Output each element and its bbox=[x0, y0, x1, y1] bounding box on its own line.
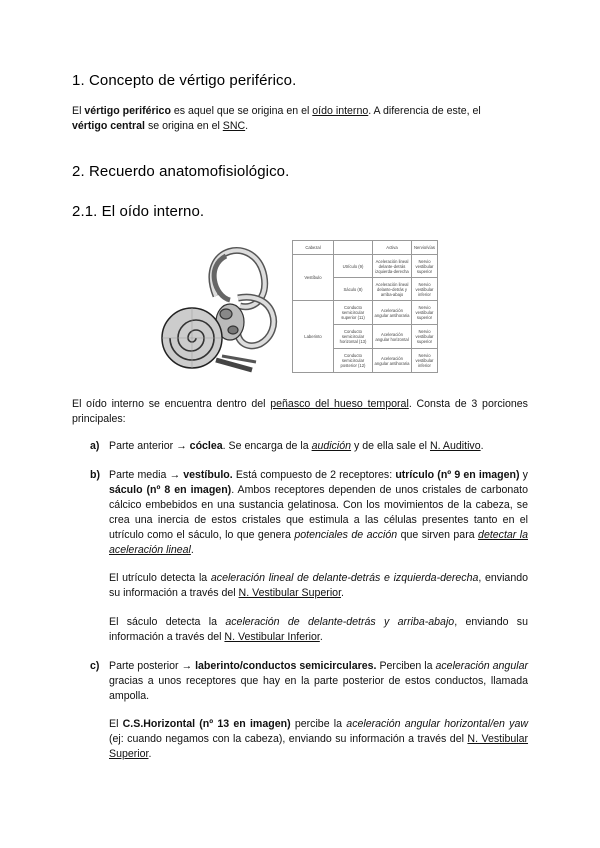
table-cell: Nervio vestibular inferior bbox=[412, 349, 438, 373]
figure-summary-table bbox=[292, 240, 438, 373]
text: El oído interno se encuentra dentro del bbox=[72, 398, 271, 410]
intro-paragraph bbox=[72, 397, 528, 427]
text: y de ella sale el bbox=[351, 440, 430, 452]
text: El bbox=[72, 105, 85, 117]
text: Parte anterior → bbox=[109, 440, 190, 452]
text: . bbox=[480, 440, 484, 452]
table-header-row bbox=[293, 241, 438, 255]
table-row bbox=[293, 301, 438, 325]
list-item-semicircular-canals bbox=[109, 659, 528, 704]
utricle-paragraph bbox=[109, 571, 528, 601]
inner-ear-illustration bbox=[156, 236, 286, 376]
list-item-cochlea bbox=[109, 439, 528, 454]
section-1-heading: 1. Concepto de vértigo periférico. bbox=[72, 72, 297, 89]
text: se origina en el bbox=[145, 120, 223, 132]
table-cell: Aceleración angular antihoraria bbox=[373, 349, 412, 373]
text: percibe la bbox=[290, 718, 347, 730]
underlined-term: N. Auditivo bbox=[429, 440, 481, 452]
section-1-paragraph bbox=[72, 104, 528, 134]
italic-term: detectar la aceleración lineal bbox=[109, 529, 528, 556]
text: , enviando su información a través del bbox=[109, 572, 528, 599]
bold-term: utrículo (nº 9 en imagen) bbox=[395, 469, 520, 481]
text: . bbox=[148, 748, 152, 760]
table-cell: Nervio vestibular inferior bbox=[412, 278, 438, 301]
text: . bbox=[190, 544, 194, 556]
list-marker: b) bbox=[90, 469, 100, 481]
text: , enviando su información a través del bbox=[109, 616, 528, 643]
text: Parte media → bbox=[109, 469, 184, 481]
text: (ej: cuando negamos con la cabeza), enviando su información a través del bbox=[109, 733, 468, 745]
text: El sáculo detecta la bbox=[109, 616, 226, 628]
table-cell: Conducto semicircular superior (11) bbox=[334, 301, 373, 325]
text: . Consta de 3 porciones principales: bbox=[72, 398, 528, 425]
underlined-term: N. Vestibular Superior bbox=[109, 733, 529, 760]
table-header-cell bbox=[334, 241, 373, 255]
table-cell: Conducto semicircular posterior (12) bbox=[334, 349, 373, 373]
bold-term: sáculo (nº 8 en imagen) bbox=[109, 484, 232, 496]
text: y bbox=[519, 469, 528, 481]
bold-term: vértigo periférico bbox=[84, 105, 171, 117]
table-cell: Conducto semicircular horizontal (13) bbox=[334, 325, 373, 349]
underlined-term: N. Vestibular Inferior bbox=[224, 631, 320, 643]
underlined-term: peñasco del hueso temporal bbox=[270, 398, 409, 410]
text: . A diferencia de este, el bbox=[368, 105, 481, 117]
text: Perciben la bbox=[376, 660, 436, 672]
table-header-cell: Nervio/vías bbox=[412, 241, 438, 255]
bold-term: laberinto/conductos semicirculares. bbox=[195, 660, 377, 672]
saccule-paragraph bbox=[109, 615, 528, 645]
italic-term: aceleración lineal de delante-detrás e izquierda-derecha bbox=[210, 572, 479, 584]
table-cell: Nervio vestibular superior bbox=[412, 301, 438, 325]
section-2-1-heading: 2.1. El oído interno. bbox=[72, 203, 205, 220]
text: es aquel que se origina en el bbox=[170, 105, 313, 117]
section-2-heading: 2. Recuerdo anatomofisiológico. bbox=[72, 163, 290, 180]
table-cell: Nervio vestibular superior bbox=[412, 325, 438, 349]
table-header-cell: Activa bbox=[373, 241, 412, 255]
text: Está compuesto de 2 receptores: bbox=[232, 469, 396, 481]
italic-term: aceleración angular bbox=[435, 660, 528, 672]
table-cell: Utrículo (9) bbox=[334, 255, 373, 278]
italic-term: aceleración de delante-detrás y arriba-abajo bbox=[225, 616, 455, 628]
text: El bbox=[109, 718, 123, 730]
text: . Ambos receptores dependen de unos cristales de carbonato cálcico embebidos en una sustancia gelatinosa. Con los movimientos de la cabeza, se crea una inercia de estos cristales que estimula a las células presentes tanto en el utrículo como el sáculo, lo que genera bbox=[109, 484, 528, 541]
underlined-term: oído interno bbox=[312, 105, 369, 117]
text: que sirven para bbox=[397, 529, 479, 541]
list-item-vestibule bbox=[109, 468, 528, 558]
text: Parte posterior → bbox=[109, 660, 196, 672]
italic-term: potenciales de acción bbox=[294, 529, 398, 541]
table-row bbox=[293, 255, 438, 278]
bold-term: C.S.Horizontal (nº 13 en imagen) bbox=[122, 718, 291, 730]
table-cell: Laberinto bbox=[293, 301, 334, 373]
table-cell: Vestíbulo bbox=[293, 255, 334, 301]
table-cell: Aceleración lineal delante-detrás y arriba-abajo bbox=[373, 278, 412, 301]
text: . Se encarga de la bbox=[222, 440, 312, 452]
list-marker: a) bbox=[90, 440, 100, 452]
table-cell: Aceleración angular antihoraria bbox=[373, 301, 412, 325]
table-header-cell: Cabezal bbox=[293, 241, 334, 255]
bold-term: vértigo central bbox=[72, 120, 146, 132]
text: . bbox=[319, 631, 323, 643]
text: . bbox=[245, 120, 249, 132]
underlined-term: SNC bbox=[222, 120, 246, 132]
bold-term: vestíbulo. bbox=[183, 469, 233, 481]
table-cell: Sáculo (8) bbox=[334, 278, 373, 301]
italic-term: aceleración angular horizontal/en yaw bbox=[346, 718, 529, 730]
italic-term: audición bbox=[311, 440, 352, 452]
table-cell: Aceleración lineal delante-detrás izquierda-derecha bbox=[373, 255, 412, 278]
table-cell: Aceleración angular horizontal bbox=[373, 325, 412, 349]
list-marker: c) bbox=[90, 660, 100, 672]
horizontal-canal-paragraph bbox=[109, 717, 528, 762]
table-cell: Nervio vestibular superior bbox=[412, 255, 438, 278]
text: . bbox=[341, 587, 344, 599]
underlined-term: N. Vestibular Superior bbox=[238, 587, 342, 599]
text: El utrículo detecta la bbox=[109, 572, 211, 584]
text: gracias a unos receptores que hay en la parte posterior de estos conductos, llamada ampolla. bbox=[109, 675, 528, 702]
bold-term: cóclea bbox=[189, 440, 223, 452]
